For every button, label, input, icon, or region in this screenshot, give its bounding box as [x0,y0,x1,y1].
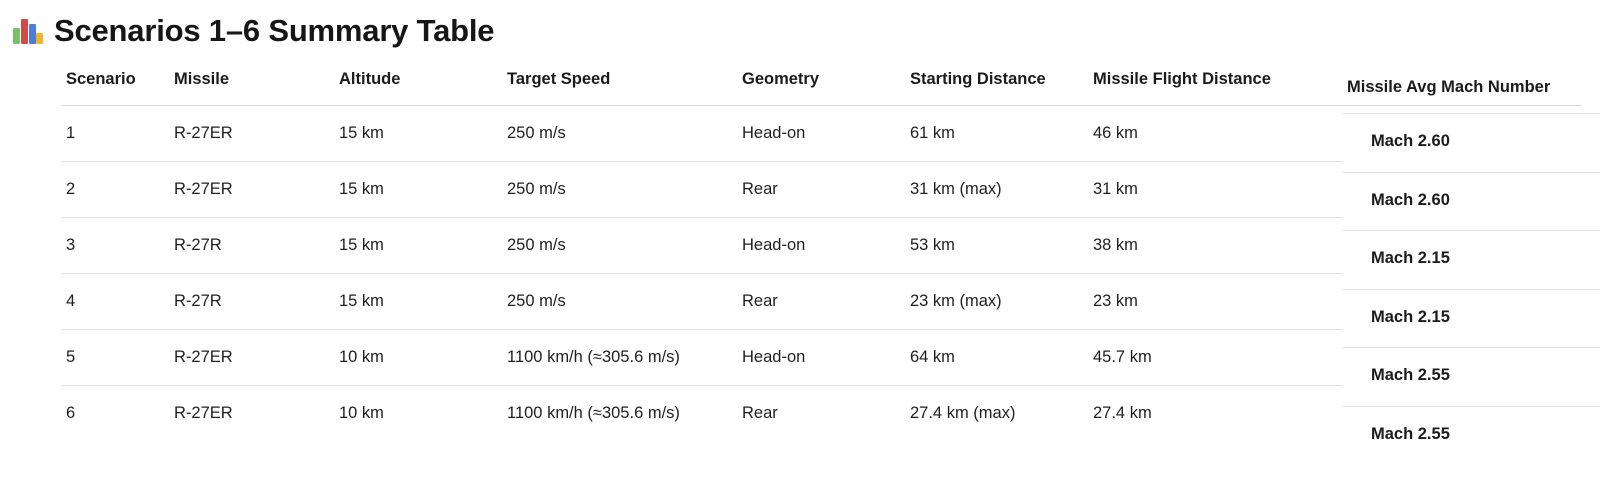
cell-altitude: 10 km [335,330,503,386]
cell-mach-overlay: Mach 2.55 [1343,406,1600,465]
cell-mach-overlay: Mach 2.60 [1343,113,1600,172]
cell-target-speed: 1100 km/h (≈305.6 m/s) [503,386,738,442]
page-header [0,14,1600,48]
cell-altitude: 15 km [335,274,503,330]
mach-column-overlay [1343,74,1600,464]
cell-target-speed: 250 m/s [503,218,738,274]
cell-starting-distance: 53 km [906,218,1089,274]
cell-geometry: Head-on [738,218,906,274]
cell-scenario: 4 [62,274,170,330]
cell-starting-distance: 23 km (max) [906,274,1089,330]
page-title: Scenarios 1–6 Summary Table [54,13,495,48]
cell-target-speed: 250 m/s [503,274,738,330]
column-header-missile-avg-mach-number-overlay: Missile Avg Mach Number [1347,78,1551,96]
cell-missile: R-27R [170,218,335,274]
cell-scenario: 2 [62,162,170,218]
cell-flight-distance: 23 km [1089,274,1317,330]
cell-altitude: 10 km [335,386,503,442]
cell-flight-distance: 38 km [1089,218,1317,274]
cell-mach-overlay: Mach 2.55 [1343,347,1600,406]
cell-target-speed: 250 m/s [503,162,738,218]
cell-flight-distance: 31 km [1089,162,1317,218]
cell-geometry: Head-on [738,106,906,162]
cell-missile: R-27ER [170,330,335,386]
cell-scenario: 1 [62,106,170,162]
column-header-starting-distance: Starting Distance [910,70,1046,89]
cell-missile: R-27ER [170,162,335,218]
cell-target-speed: 250 m/s [503,106,738,162]
cell-altitude: 15 km [335,218,503,274]
cell-starting-distance: 31 km (max) [906,162,1089,218]
cell-altitude: 15 km [335,162,503,218]
cell-starting-distance: 64 km [906,330,1089,386]
cell-mach-overlay: Mach 2.15 [1343,230,1600,289]
column-header-geometry: Geometry [742,70,820,89]
cell-missile: R-27R [170,274,335,330]
cell-starting-distance: 61 km [906,106,1089,162]
column-header-altitude: Altitude [339,70,401,89]
column-header-scenario: Scenario [66,70,136,89]
cell-missile: R-27ER [170,106,335,162]
cell-target-speed: 1100 km/h (≈305.6 m/s) [503,330,738,386]
column-header-target-speed: Target Speed [507,70,611,89]
bar-chart-icon [12,16,42,46]
cell-flight-distance: 45.7 km [1089,330,1317,386]
column-header-missile: Missile [174,70,230,89]
cell-scenario: 5 [62,330,170,386]
cell-geometry: Rear [738,274,906,330]
cell-mach-overlay: Mach 2.60 [1343,172,1600,231]
cell-geometry: Rear [738,162,906,218]
cell-scenario: 6 [62,386,170,442]
cell-mach-overlay: Mach 2.15 [1343,289,1600,348]
cell-scenario: 3 [62,218,170,274]
cell-starting-distance: 27.4 km (max) [906,386,1089,442]
cell-flight-distance: 27.4 km [1089,386,1317,442]
cell-flight-distance: 46 km [1089,106,1317,162]
cell-geometry: Rear [738,386,906,442]
cell-missile: R-27ER [170,386,335,442]
cell-altitude: 15 km [335,106,503,162]
cell-geometry: Head-on [738,330,906,386]
column-header-missile-flight-distance: Missile Flight Distance [1093,70,1271,89]
